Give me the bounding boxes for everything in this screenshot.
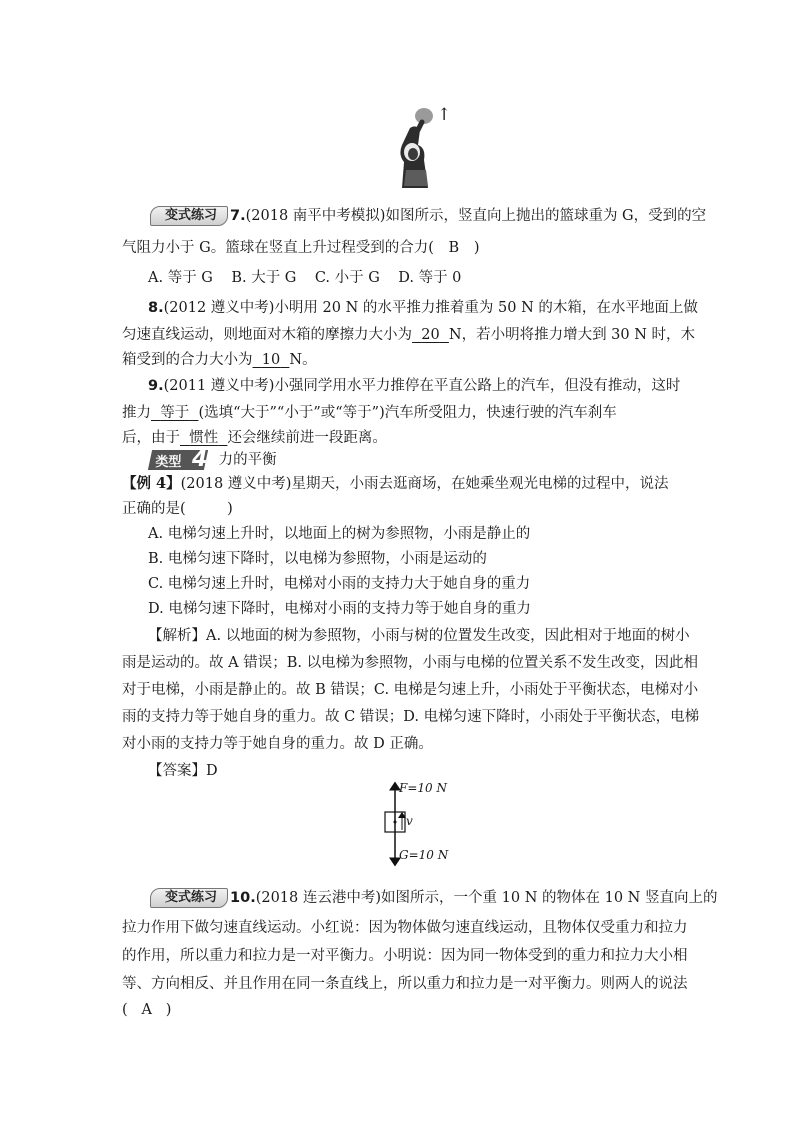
question-9-line-2: 推力 等于 (选填“大于”“小于”或“等于”)汽车所受阻力，快速行驶的汽车刹车 <box>122 405 617 421</box>
example-4-line-2: 正确的是( ) <box>122 501 233 517</box>
example-4-option-d: D. 电梯匀速下降时，电梯对小雨的支持力等于她自身的重力 <box>148 601 531 617</box>
type-badge: 类型 4 <box>148 450 208 470</box>
question-7-line-1: 变式练习 7.(2018 南平中考模拟)如图所示，竖直向上抛出的篮球重为 G，受到的空 <box>150 206 706 226</box>
practice-badge: 变式练习 <box>150 888 228 908</box>
example-4-line-1: 【例 4】(2018 遵义中考)星期天，小雨去逛商场，在她乘坐观光电梯的过程中，说法 <box>122 475 669 492</box>
analysis-line-3: 对于电梯，小雨是静止的。故 B 错误；C. 电梯是匀速上升，小雨处于平衡状态，电梯对小 <box>122 682 699 698</box>
question-10-line-4: 等、方向相反、并且作用在同一条直线上，所以重力和拉力是一对平衡力。则两人的说法 <box>122 976 688 992</box>
question-10-answer: ( A ) <box>122 1002 172 1018</box>
answer-line: 【答案】D <box>148 763 218 779</box>
example-4-option-c: C. 电梯匀速上升时，电梯对小雨的支持力大于她自身的重力 <box>148 576 531 592</box>
blank-9-2: 惯性 <box>189 430 219 446</box>
blank-9-1: 等于 <box>160 405 190 421</box>
practice-badge: 变式练习 <box>150 206 228 226</box>
question-10-line-2: 拉力作用下做匀速直线运动。小红说：因为物体做匀速直线运动，且物体仅受重力和拉力 <box>122 920 688 936</box>
force-f-label: F=10 N <box>399 781 447 795</box>
upward-arrow-icon: ↑ <box>437 105 452 125</box>
question-9-line-3: 后，由于 惯性 还会继续前进一段距离。 <box>122 430 387 446</box>
velocity-label: v <box>406 814 413 828</box>
question-8-line-1: 8.(2012 遵义中考)小明用 20 N 的水平推力推着重为 50 N 的木箱，在水平地面上做 <box>148 300 698 316</box>
answer-7: B <box>448 240 460 256</box>
example-4-option-a: A. 电梯匀速上升时，以地面上的树为参照物，小雨是静止的 <box>148 526 531 542</box>
analysis-line-4: 雨的支持力等于她自身的重力。故 C 错误；D. 电梯匀速下降时，小雨处于平衡状态，电梯 <box>122 709 700 725</box>
analysis-line-2: 雨是运动的。故 A 错误；B. 以电梯为参照物，小雨与电梯的位置关系不发生改变，因此相 <box>122 655 699 671</box>
analysis-line-5: 对小雨的支持力等于她自身的重力。故 D 正确。 <box>122 736 433 752</box>
question-8-line-2: 匀速直线运动，则地面对木箱的摩擦力大小为 20 N，若小明将推力增大到 30 N 时，木 <box>122 327 696 343</box>
question-10-line-1: 变式练习 10.(2018 连云港中考)如图所示，一个重 10 N 的物体在 10 N 竖直向上的 <box>150 888 717 908</box>
blank-8-2: 10 <box>261 352 281 368</box>
question-9-line-1: 9.(2011 遵义中考)小强同学用水平力推停在平直公路上的汽车，但没有推动，这时 <box>148 378 681 394</box>
question-10-line-3: 的作用，所以重力和拉力是一对平衡力。小明说：因为同一物体受到的重力和拉力大小相 <box>122 948 688 964</box>
blank-8-1: 20 <box>421 327 440 343</box>
type-title: 力的平衡 <box>218 452 277 468</box>
question-7-options: A. 等于 G B. 大于 G C. 小于 G D. 等于 0 <box>148 270 462 286</box>
force-g-label: G=10 N <box>399 848 449 862</box>
question-7-line-2: 气阻力小于 G。篮球在竖直上升过程受到的合力( B ) <box>122 240 480 256</box>
type-heading <box>150 447 277 472</box>
example-4-option-b: B. 电梯匀速下降时，以电梯为参照物，小雨是运动的 <box>148 551 487 567</box>
analysis-line-1: 【解析】A. 以地面的树为参照物，小雨与树的位置发生改变，因此相对于地面的树小 <box>148 628 690 644</box>
question-8-line-3: 箱受到的合力大小为 10 N。 <box>122 352 317 368</box>
